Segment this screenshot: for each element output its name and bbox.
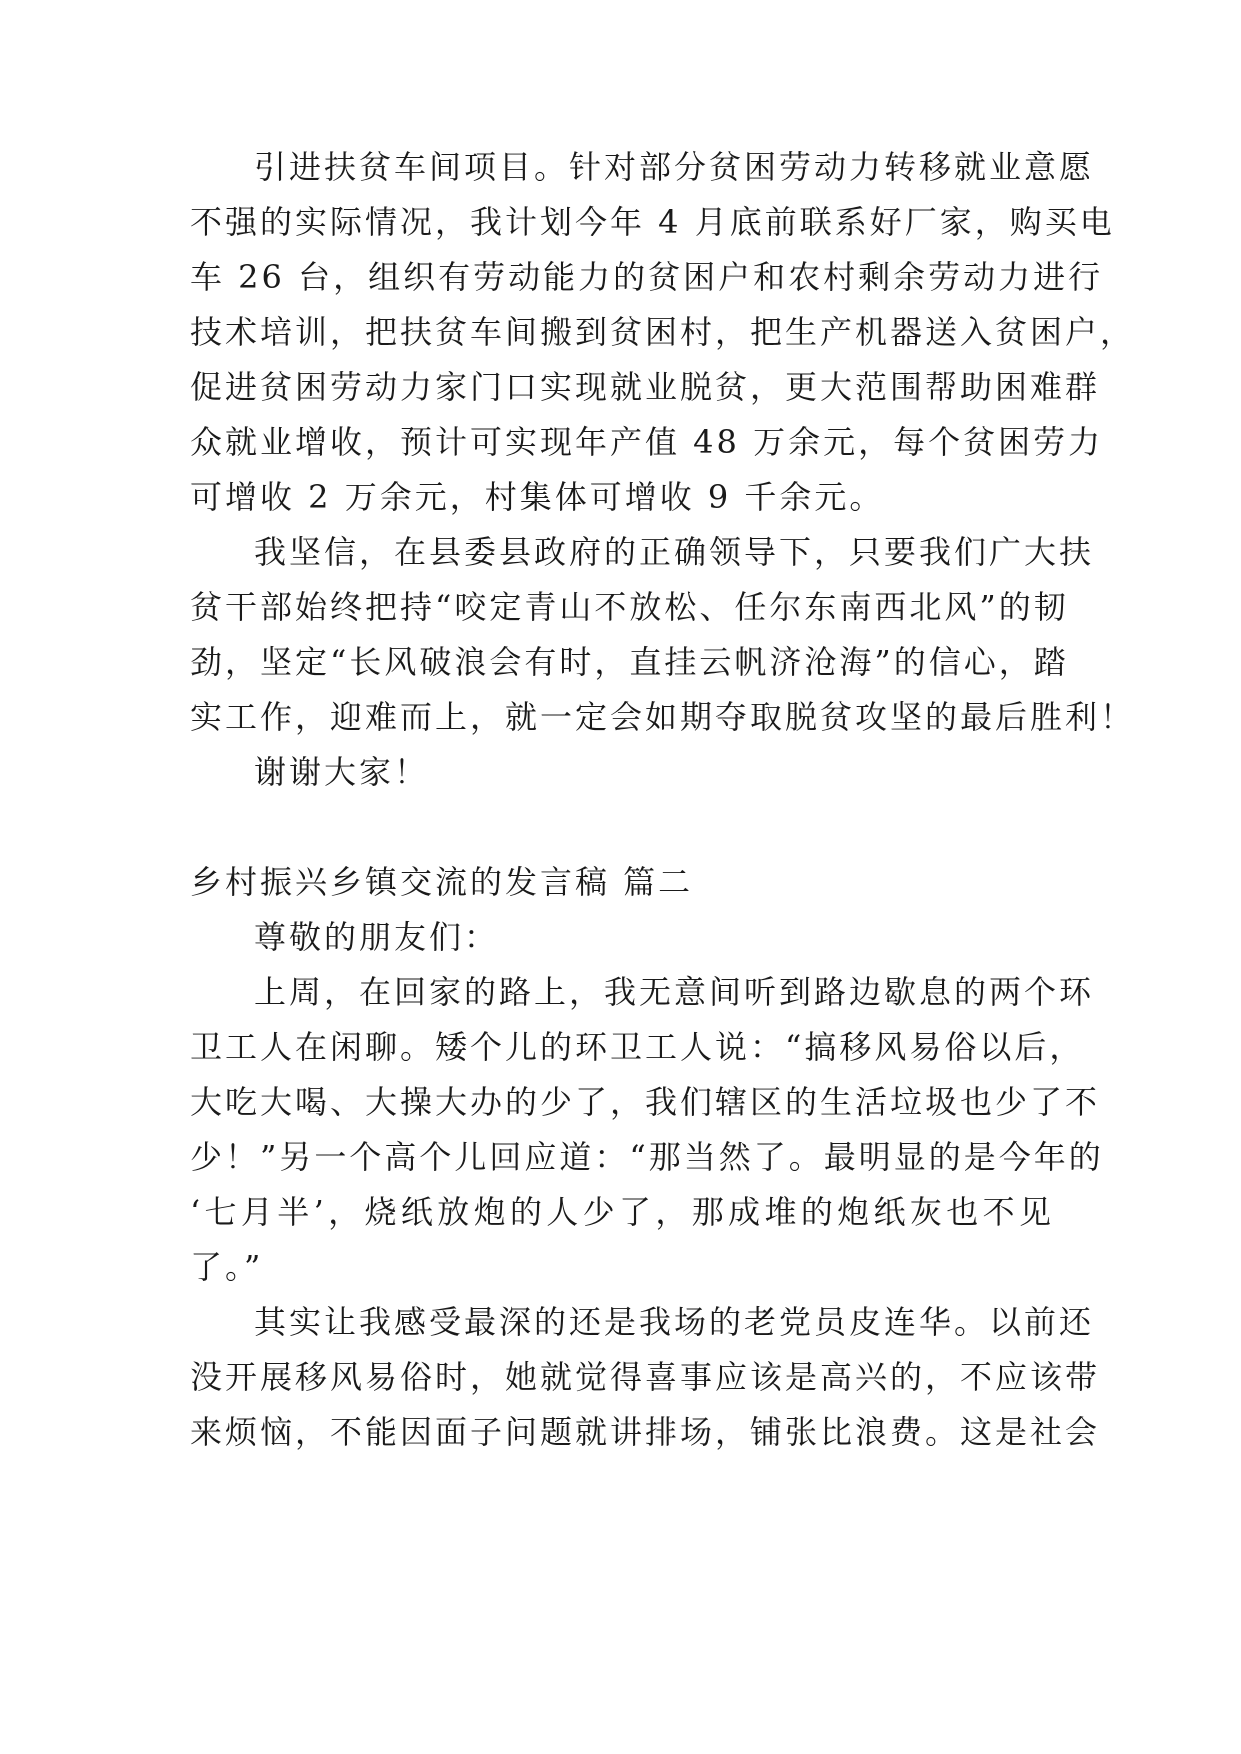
paragraph-line: 卫工人在闲聊。矮个儿的环卫工人说：“搞移风易俗以后， — [190, 1028, 1085, 1066]
paragraph-line: 众就业增收，预计可实现年产值 48 万余元，每个贫困劳力 — [190, 423, 1104, 461]
paragraph-line: 促进贫困劳动力家门口实现就业脱贫，更大范围帮助困难群 — [190, 368, 1101, 406]
paragraph-line: 少！”另一个高个儿回应道：“那当然了。最明显的是今年的 — [190, 1138, 1104, 1176]
paragraph-line: 可增收 2 万余元，村集体可增收 9 千余元。 — [190, 478, 885, 516]
salutation: 尊敬的朋友们： — [254, 918, 500, 956]
paragraph-line: 没开展移风易俗时，她就觉得喜事应该是高兴的，不应该带 — [190, 1358, 1101, 1396]
paragraph-line: 引进扶贫车间项目。针对部分贫困劳动力转移就业意愿 — [254, 148, 1095, 186]
paragraph-line: 我坚信，在县委县政府的正确领导下，只要我们广大扶 — [254, 533, 1095, 571]
paragraph-line: 车 26 台，组织有劳动能力的贫困户和农村剩余劳动力进行 — [190, 258, 1104, 296]
paragraph-line: 技术培训，把扶贫车间搬到贫困村，把生产机器送入贫困户， — [190, 313, 1136, 351]
paragraph-line: 不强的实际情况，我计划今年 4 月底前联系好厂家，购买电 — [190, 203, 1115, 241]
paragraph-line: 了。” — [190, 1248, 264, 1286]
paragraph-line: ‘七月半’，烧纸放炮的人少了，那成堆的炮纸灰也不见 — [190, 1193, 1054, 1231]
paragraph-line: 实工作，迎难而上，就一定会如期夺取脱贫攻坚的最后胜利！ — [190, 698, 1136, 736]
paragraph-line: 其实让我感受最深的还是我场的老党员皮连华。以前还 — [254, 1303, 1095, 1341]
paragraph-line: 上周，在回家的路上，我无意间听到路边歇息的两个环 — [254, 973, 1095, 1011]
paragraph-line: 贫干部始终把持“咬定青山不放松、任尔东南西北风”的韧 — [190, 588, 1069, 626]
paragraph-line: 来烦恼，不能因面子问题就讲排场，铺张比浪费。这是社会 — [190, 1413, 1101, 1451]
paragraph-line: 大吃大喝、大操大办的少了，我们辖区的生活垃圾也少了不 — [190, 1083, 1101, 1121]
closing-text: 谢谢大家！ — [254, 753, 430, 791]
section-heading: 乡村振兴乡镇交流的发言稿 篇二 — [190, 863, 694, 901]
paragraph-line: 劲，坚定“长风破浪会有时，直挂云帆济沧海”的信心，踏 — [190, 643, 1069, 681]
